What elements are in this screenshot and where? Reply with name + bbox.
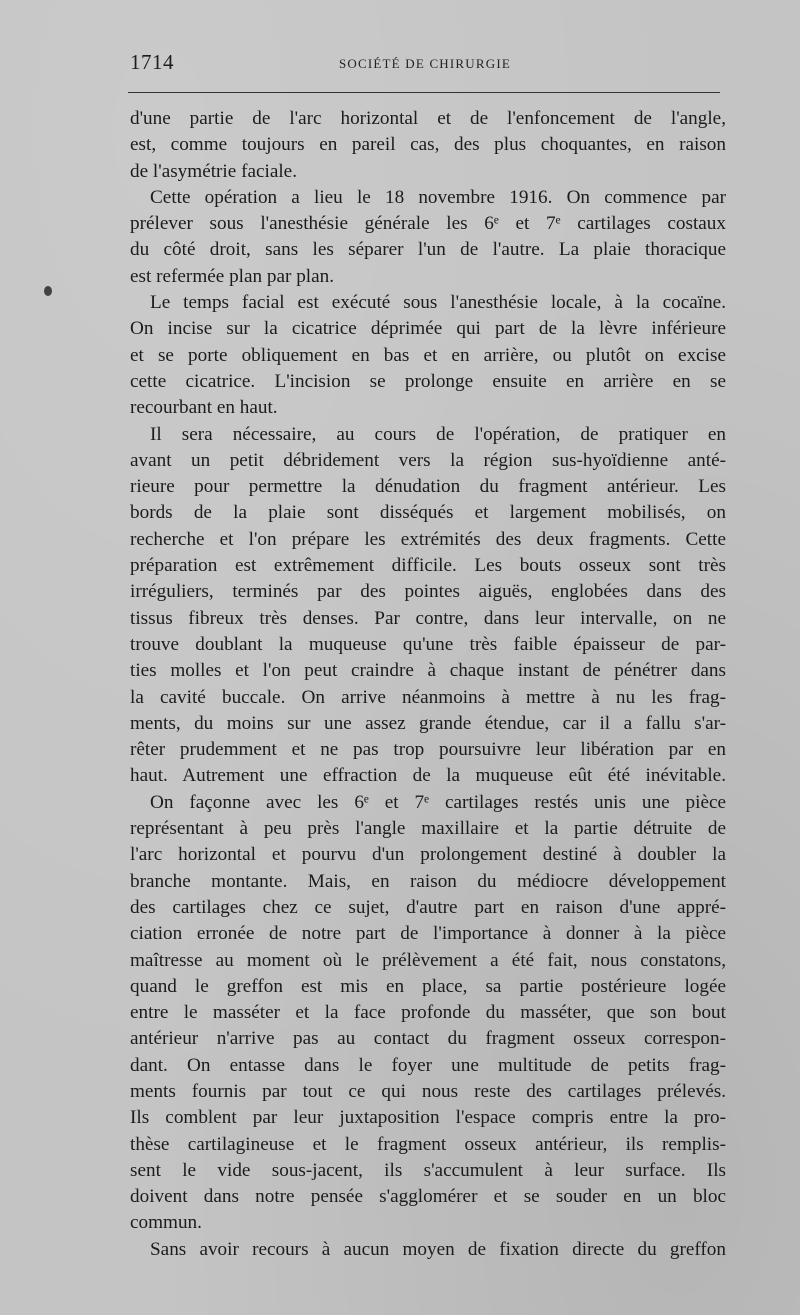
text-line: l'arc horizontal et pourvu d'un prolongement destiné à doubler la — [130, 844, 726, 866]
text-line: ments, du moins sur une assez grande étendue, car il a fallu s'ar- — [130, 712, 726, 734]
text-line: tissus fibreux très denses. Par contre, dans leur intervalle, on ne — [130, 607, 726, 629]
text-line: de l'asymétrie faciale. — [130, 160, 297, 182]
text-line: entre le masséter et la face profonde du masséter, que son bout — [130, 1002, 726, 1024]
ink-speck — [44, 286, 52, 296]
text-line: maîtresse au moment où le prélèvement a été fait, nous constatons, — [130, 949, 726, 971]
text-line: représentant à peu près l'angle maxillaire et la partie détruite de — [130, 818, 726, 840]
text-line: du côté droit, sans les séparer l'un de l'autre. La plaie thoracique — [130, 239, 726, 261]
body-text — [130, 106, 726, 1263]
text-line: branche montante. Mais, en raison du médiocre développement — [130, 870, 726, 892]
page-number: 1714 — [130, 50, 174, 74]
text-line: On incise sur la cicatrice déprimée qui part de la lèvre inférieure — [130, 318, 726, 340]
text-line: sent le vide sous-jacent, ils s'accumulent à leur surface. Ils — [130, 1159, 726, 1181]
text-line: avant un petit débridement vers la région sus-hyoïdienne anté- — [130, 449, 726, 471]
text-line: et se porte obliquement en bas et en arrière, ou plutôt on excise — [130, 344, 726, 366]
text-line: d'une partie de l'arc horizontal et de l'enfoncement de l'angle, — [130, 108, 726, 129]
text-line: Il sera nécessaire, au cours de l'opération, de pratiquer en — [150, 423, 726, 445]
text-line: Ils comblent par leur juxtaposition l'espace compris entre la pro- — [130, 1107, 726, 1129]
text-line: cette cicatrice. L'incision se prolonge ensuite en arrière en se — [130, 370, 726, 392]
text-line: haut. Autrement une effraction de la muqueuse eût été inévitable. — [130, 765, 726, 787]
text-line: doivent dans notre pensée s'agglomérer et se souder en un bloc — [130, 1186, 726, 1208]
running-head: SOCIÉTÉ DE CHIRURGIE — [338, 56, 512, 71]
text-line: est, comme toujours en pareil cas, des plus choquantes, en raison — [130, 134, 726, 156]
text-line: commun. — [130, 1212, 202, 1234]
text-line: rieure pour permettre la dénudation du fragment antérieur. Les — [130, 476, 726, 498]
text-line: Cette opération a lieu le 18 novembre 1916. On commence par — [150, 186, 726, 208]
text-line: ties molles et l'on peut craindre à chaque instant de pénétrer dans — [130, 660, 726, 682]
text-line: irréguliers, terminés par des pointes aiguës, englobées dans des — [130, 581, 726, 603]
text-line: antérieur n'arrive pas au contact du fragment osseux correspon- — [130, 1028, 726, 1050]
text-line: recourbant en haut. — [130, 397, 278, 419]
header-rule — [128, 92, 720, 93]
text-line: thèse cartilagineuse et le fragment osseux antérieur, ils remplis- — [130, 1133, 726, 1155]
page-header — [130, 50, 720, 76]
text-line: recherche et l'on prépare les extrémités des deux fragments. Cette — [130, 528, 726, 550]
text-line: ments fournis par tout ce qui nous reste des cartilages prélevés. — [130, 1080, 726, 1102]
text-line: trouve doublant la muqueuse qu'une très faible épaisseur de par- — [130, 633, 726, 655]
text-line: dant. On entasse dans le foyer une multitude de petits frag- — [130, 1054, 726, 1076]
text-line: quand le greffon est mis en place, sa partie postérieure logée — [130, 975, 726, 997]
text-line: bords de la plaie sont disséqués et largement mobilisés, on — [130, 502, 726, 524]
text-line: On façonne avec les 6ᵉ et 7ᵉ cartilages restés unis une pièce — [150, 791, 726, 813]
text-line: des cartilages chez ce sujet, d'autre part en raison d'une appré- — [130, 896, 726, 918]
text-line: prélever sous l'anesthésie générale les 6ᵉ et 7ᵉ cartilages costaux — [130, 213, 726, 235]
text-line: la cavité buccale. On arrive néanmoins à mettre à nu les frag- — [130, 686, 726, 708]
text-line: Le temps facial est exécuté sous l'anesthésie locale, à la cocaïne. — [150, 292, 726, 314]
text-line: ciation erronée de notre part de l'importance à donner à la pièce — [130, 923, 726, 945]
text-line: rêter prudemment et ne pas trop poursuivre leur libération par en — [130, 739, 726, 761]
text-line: est refermée plan par plan. — [130, 265, 335, 287]
text-line: Sans avoir recours à aucun moyen de fixation directe du greffon — [150, 1238, 726, 1260]
text-line: préparation est extrêmement difficile. Les bouts osseux sont très — [130, 555, 726, 577]
